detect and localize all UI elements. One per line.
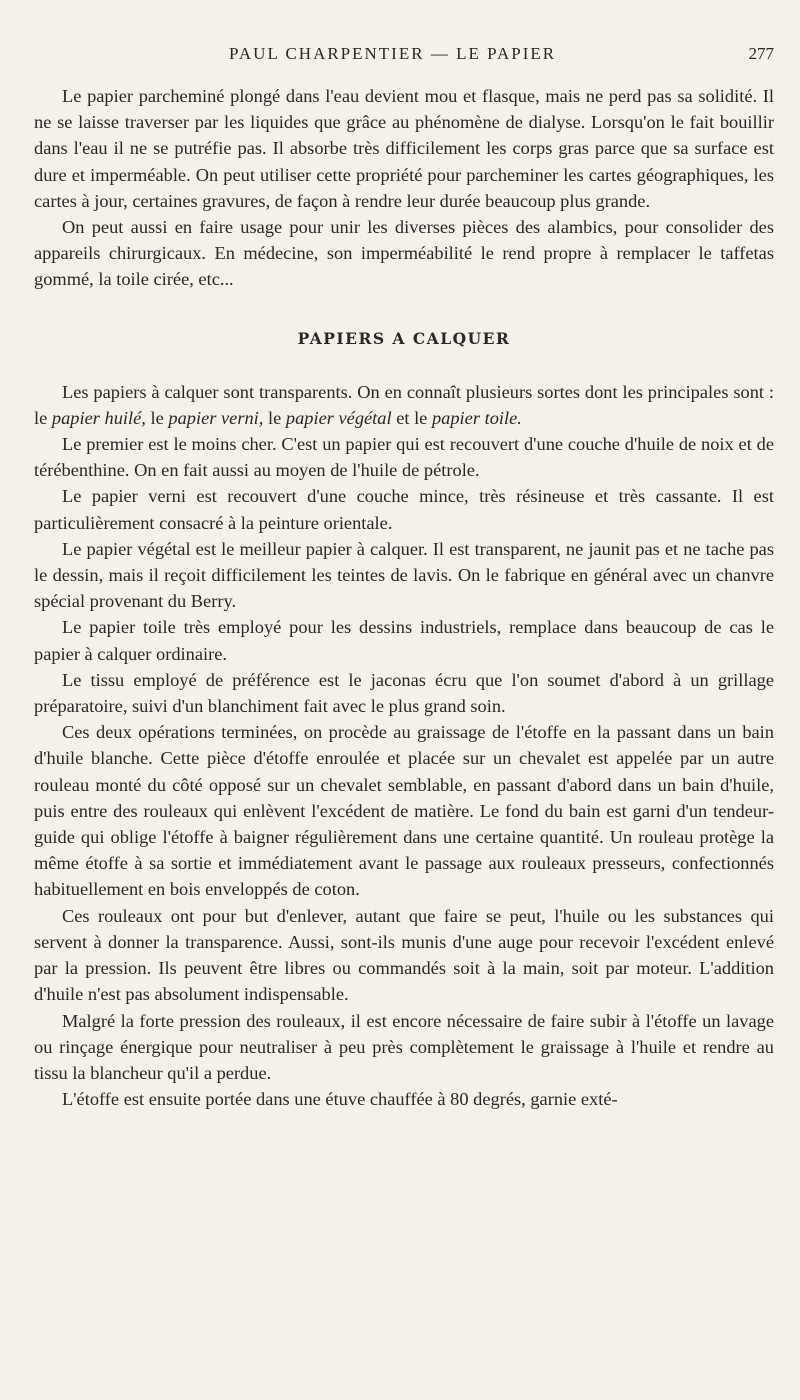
paragraph: On peut aussi en faire usage pour unir les diverses pièces des alambics, pour consolider des appareils chirurgicaux. En médecine, son imperméabilité le rend propre à remplacer le taffetas gommé, la toile cirée, etc...: [34, 217, 774, 290]
intro-sep: et le: [396, 407, 428, 428]
term-papier-huile: papier huilé,: [51, 407, 146, 428]
running-title: PAUL CHARPENTIER — LE PAPIER: [229, 44, 557, 63]
paragraph: L'étoffe est ensuite portée dans une étuve chauffée à 80 degrés, garnie exté-: [62, 1089, 618, 1110]
intro-sep: le: [267, 407, 282, 428]
intro-sep: le: [150, 407, 164, 428]
paragraph: Malgré la forte pression des rouleaux, il est encore nécessaire de faire subir à l'étoffe un lavage ou rinçage énergique pour neutraliser à peu près complètement le graissage à l'huile et rendre au tissu la blancheur qu'il a perdue.: [34, 1010, 774, 1083]
paragraph: Le tissu employé de préférence est le jaconas écru que l'on soumet d'abord à un grillage préparatoire, suivi d'un blanchiment fait avec le plus grand soin.: [34, 669, 774, 717]
intro-text: Les papiers à calquer sont transparents. On en connaît plusieurs sortes dont les principales sont : le: [34, 381, 774, 428]
term-papier-verni: papier verni,: [168, 407, 264, 428]
paragraph: Ces deux opérations terminées, on procède au graissage de l'étoffe en la passant dans un bain d'huile blanche. Cette pièce d'étoffe enroulée et placée sur un chevalet est appelée par un autre rouleau monté du côté opposé sur un chevalet semblable, en passant d'abord dans un bain d'huile, puis entre des rouleaux qui enlèvent l'excédent de matière. Le fond du bain est garni d'un tendeur-guide qui oblige l'étoffe à baigner régulièrement dans une certaine quantité. Un rouleau protège la même étoffe à sa sortie et immédiatement avant le passage aux rouleaux presseurs, confectionnés habituellement en bois enveloppés de coton.: [34, 722, 774, 900]
running-head: [34, 40, 774, 70]
term-papier-vegetal: papier végétal: [285, 407, 392, 428]
body-text: [34, 83, 774, 1112]
page-number: 277: [748, 44, 774, 63]
paragraph: Le premier est le moins cher. C'est un papier qui est recouvert d'une couche d'huile de noix et de térébenthine. On en fait aussi au moyen de l'huile de pétrole.: [34, 434, 774, 481]
term-papier-toile: papier toile.: [431, 407, 522, 428]
paragraph: Le papier végétal est le meilleur papier à calquer. Il est transparent, ne jaunit pas et ne tache pas le dessin, mais il reçoit difficilement les teintes de lavis. On le fabrique en général avec un chanvre spécial provenant du Berry.: [34, 538, 774, 612]
section-heading: PAPIERS A CALQUER: [297, 328, 511, 348]
paragraph: Le papier verni est recouvert d'une couche mince, très résineuse et très cassante. Il est particulièrement consacré à la peinture orientale.: [34, 486, 774, 533]
paragraph-intro: [34, 379, 774, 431]
paragraph: Le papier toile très employé pour les dessins industriels, remplace dans beaucoup de cas le papier à calquer ordinaire.: [34, 617, 774, 664]
paragraph: Le papier parcheminé plongé dans l'eau devient mou et flasque, mais ne perd pas sa solidité. Il ne se laisse traverser par les liquides que grâce au phénomène de dialyse. Lorsqu'on le fait bouillir dans l'eau il ne se putréfie pas. Il absorbe très difficilement les corps gras parce que sa surface est dure et imperméable. On peut utiliser cette propriété pour parcheminer les cartes géographiques, les cartes à jour, certaines gravures, de façon à rendre leur durée beaucoup plus grande.: [34, 86, 774, 211]
paragraph: Ces rouleaux ont pour but d'enlever, autant que faire se peut, l'huile ou les substances qui servent à donner la transparence. Aussi, sont-ils munis d'une auge pour recevoir l'excédent enlevé par la pression. Ils peuvent être libres ou commandés soit à la main, soit par moteur. L'addition d'huile n'est pas absolument indispensable.: [34, 905, 774, 1005]
